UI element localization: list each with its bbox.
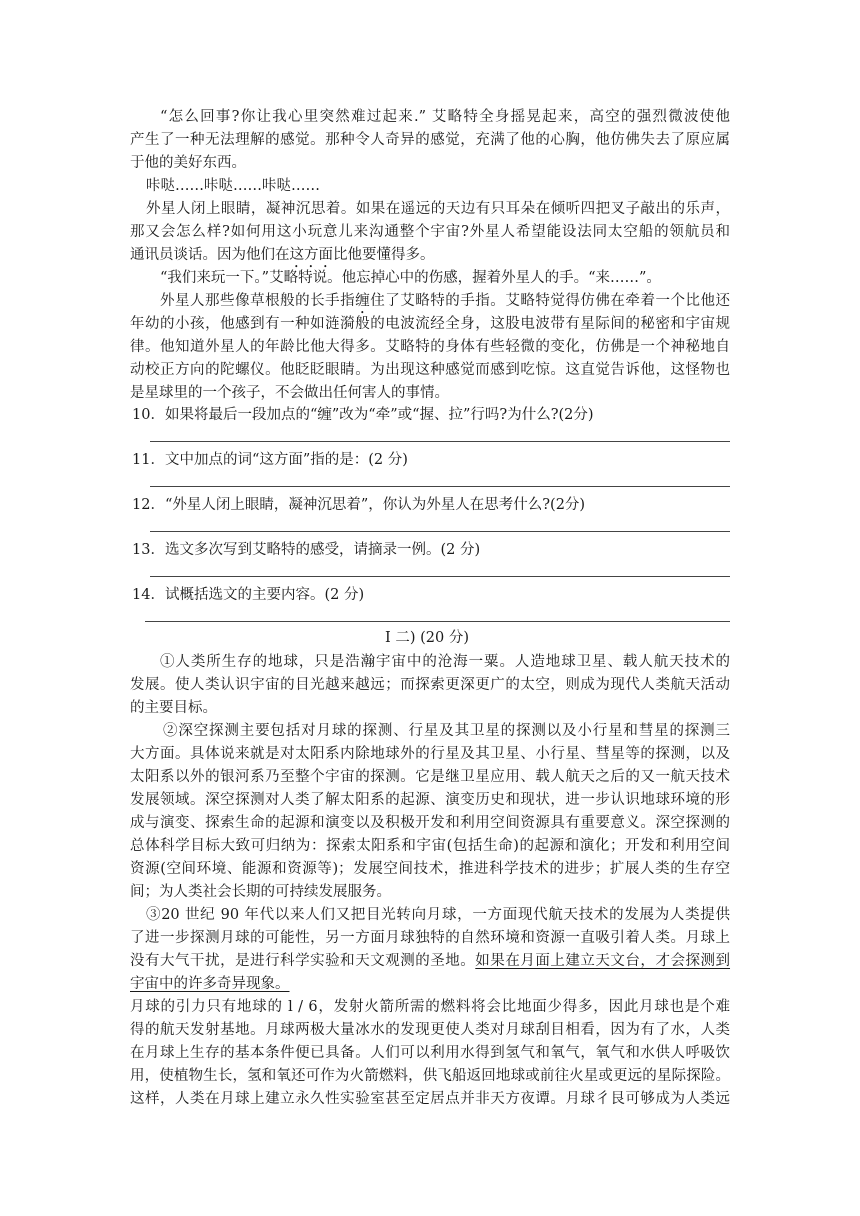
passage1-p5-line4: 动校正方向的陀螺仪。他眨眨眼睛。为出现这种感觉而感到吃惊。这直觉告诉他，这怪物也: [130, 362, 730, 378]
answer-line-13[interactable]: [150, 576, 730, 577]
p5-line1-start: 外星人那些像草根般的长手指: [160, 293, 356, 309]
passage2-para2-line3: 太阳系以外的银河系乃至整个宇宙的探测。它是继卫星应用、载人航天之后的又一航天技术: [130, 769, 730, 785]
question-12: 12．“外星人闭上眼睛，凝神沉思着”，你认为外星人在思考什么?(2分): [132, 497, 586, 513]
dotted-word-chan: 缠: [355, 293, 371, 309]
passage2-para3-line3: [130, 951, 730, 971]
passage2-para3-line6: 得的航天发射基地。月球两极大量冰水的发现更使人类对月球刮目相看，因为有了水，人类: [130, 1022, 730, 1038]
underlined-sentence: 如果在月面上建立天文台，才会探测到: [475, 953, 731, 969]
passage2-para2-line1: ②深空探测主要包括对月球的探测、行星及其卫星的探测以及小行星和彗星的探测三: [163, 723, 730, 739]
passage2-para3-line4: [130, 974, 730, 994]
passage2-para3-line7: 在月球上生存的基本条件便已具备。人们可以利用水得到氢气和氧气，氧气和水供人呼吸饮: [130, 1045, 730, 1061]
passage2-para1-line2: 发展。使人类认识宇宙的目光越来越远；而探索更深更广的太空，则成为现代人类航天活动: [130, 677, 730, 693]
answer-line-11[interactable]: [150, 486, 730, 487]
passage2-para3-line8: 用，使植物生长，氢和氧还可作为火箭燃料，供飞船返回地球或前往火星或更远的星际探险。: [130, 1068, 730, 1084]
passage2-para2-line5: 成与演变、探索生命的起源和演变以及积极开发和利用空间资源具有重要意义。深空探测的: [130, 815, 730, 831]
question-14: 14．试概括选文的主要内容。(2 分): [132, 587, 365, 603]
question-13: 13．选文多次写到艾略特的感受，请摘录一例。(2 分): [132, 542, 481, 558]
passage1-p1-line1: “怎么回事?你让我心里突然难过起来.” 艾略特全身摇晃起来，高空的强烈微波使他: [160, 109, 730, 125]
para3-line3-start: 没有大气干扰，是进行科学实验和天文观测的圣地。: [130, 953, 476, 969]
passage2-para3-line1: ③20 世纪 90 年代以来人们又把目光转向月球，一方面现代航天技术的发展为人类提供: [146, 907, 730, 923]
answer-line-14[interactable]: [145, 621, 730, 622]
passage2-para3-line5: 月球的引力只有地球的 l / 6，发射火箭所需的燃料将会比地面少得多，因此月球也是个难: [130, 999, 730, 1015]
answer-line-10[interactable]: [150, 441, 730, 442]
passage1-p5-line2: 年幼的小孩，他感到有一种如涟漪般的电波流经全身，这股电波带有星际间的秘密和宇宙规: [130, 316, 730, 332]
passage1-sound-line: 咔哒……咔哒……咔哒……: [146, 178, 320, 194]
answer-line-12[interactable]: [150, 531, 730, 532]
passage2-para1-line1: ①人类所生存的地球，只是浩瀚宇宙中的沧海一粟。人造地球卫星、载人航天技术的: [160, 654, 730, 670]
passage2-para1-line3: 的主要目标。: [130, 700, 217, 716]
question-10: 10．如果将最后一段加点的“缠”改为“牵”或“握、拉”行吗?为什么?(2分): [132, 407, 594, 423]
p5-line1-end: 住了艾略特的手指。艾略特觉得仿佛在牵着一个比他还: [370, 293, 731, 309]
passage1-p3-line1: 外星人闭上眼睛，凝神沉思着。如果在遥远的天边有只耳朵在倾听四把叉子敲出的乐声，: [146, 201, 730, 217]
passage1-p5-line5: 是星球里的一个孩子，不会做出任何害人的事情。: [130, 385, 449, 401]
passage1-p4: “我们来玩一下。”艾略特说。他忘掉心中的伤感，握着外星人的手。“来……”。: [160, 270, 661, 286]
p3-line3-end: 比他要懂得多。: [333, 247, 435, 263]
p3-line3-start: 通讯员谈话。因为他们在: [130, 247, 290, 263]
underlined-sentence-end: 宇宙中的许多奇异现象。: [130, 976, 290, 992]
passage2-para3-line9: 这样，人类在月球上建立永久性实验室甚至定居点并非天方夜谭。月球彳艮可够成为人类远: [130, 1091, 730, 1107]
section-2-heading: I 二) (20 分): [385, 630, 469, 646]
dotted-word-zhefangmian: 这方面: [289, 247, 333, 263]
passage2-para2-line8: 间；为人类社会长期的可持续发展服务。: [130, 884, 391, 900]
passage2-para3-line2: 了进一步探测月球的可能性，另一方面月球独特的自然环境和资源一直吸引着人类。月球上: [130, 930, 730, 946]
passage2-para2-line6: 总体科学目标大致可归纳为：探索太阳系和宇宙(包括生命)的起源和演化；开发和利用空间: [130, 838, 730, 854]
passage1-p3-line2: 那又会怎么样?如何用这小玩意儿来沟通整个宇宙?外星人希望能设法同太空船的领航员和: [130, 224, 730, 240]
passage2-para2-line4: 发展领域。深空探测对人类了解太阳系的起源、演变历史和现状，进一步认识地球环境的形: [130, 792, 730, 808]
passage2-para2-line2: 大方面。具体说来就是对太阳系内除地球外的行星及其卫星、小行星、彗星等的探测，以及: [130, 746, 730, 762]
question-11: 11．文中加点的词“这方面”指的是：(2 分): [132, 452, 408, 468]
passage1-p1-line2: 产生了一种无法理解的感觉。那种令人奇异的感觉，充满了他的心胸，他仿佛失去了原应属: [130, 132, 730, 148]
passage1-p5-line3: 律。他知道外星人的年龄比他大得多。艾略特的身体有些轻微的变化，仿佛是一个神秘地自: [130, 339, 730, 355]
passage1-p1-line3: 于他的美好东西。: [130, 155, 246, 171]
passage2-para2-line7: 资源(空间环境、能源和资源等)；发展空间技术，推进科学技术的进步；扩展人类的生存空: [130, 861, 730, 877]
